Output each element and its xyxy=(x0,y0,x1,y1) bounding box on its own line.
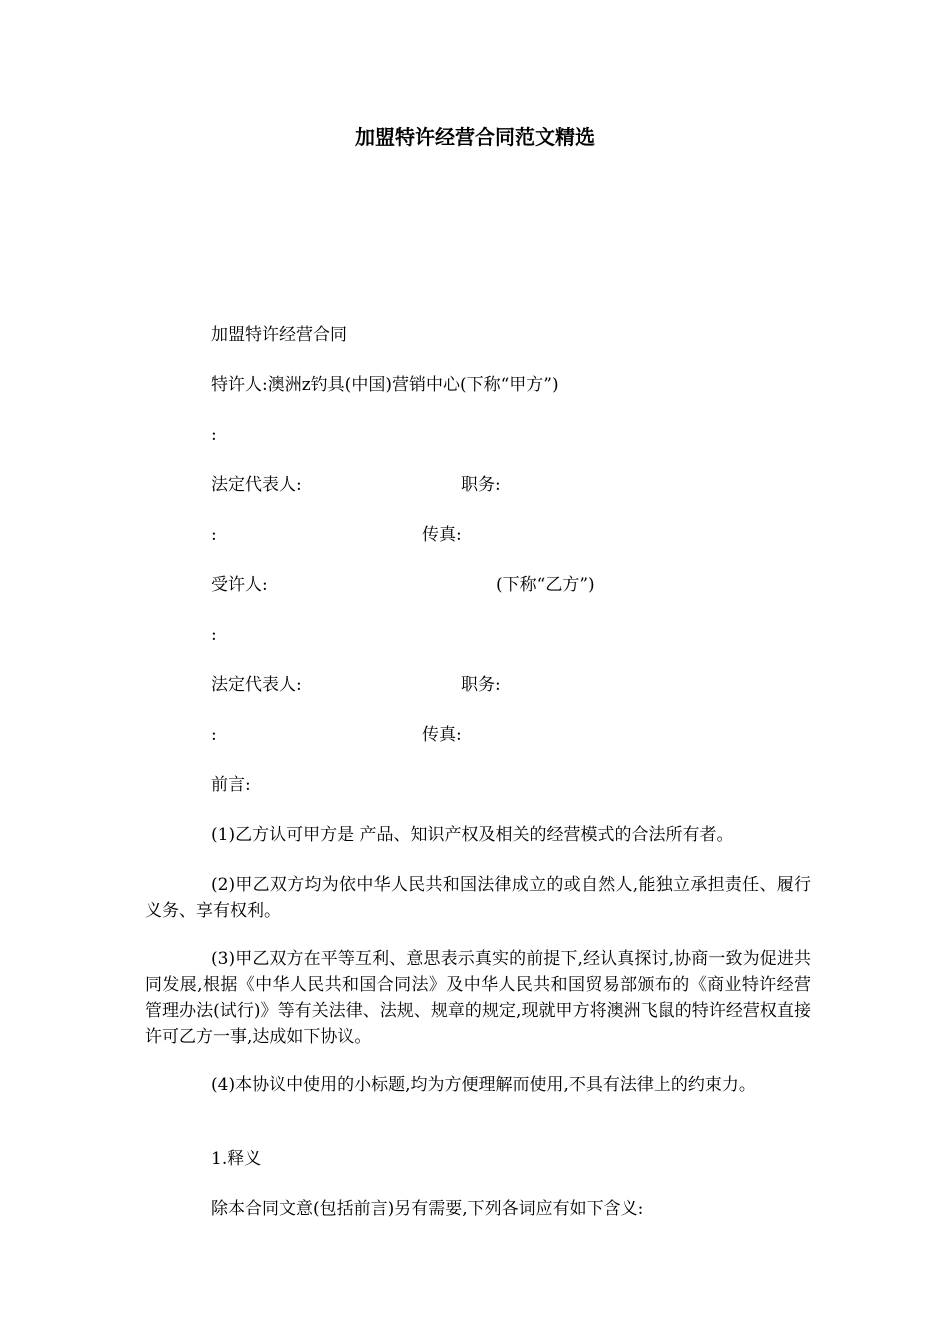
franchisor-legal-rep-label: 法定代表人: xyxy=(211,475,302,495)
document-title: 加盟特许经营合同范文精选 xyxy=(355,125,595,149)
franchisee-legal-rep-label: 法定代表人: xyxy=(211,675,302,695)
preface-label: 前言: xyxy=(211,775,251,795)
franchisee-contact-colon: : xyxy=(211,725,217,745)
franchisor-contact-colon: : xyxy=(211,525,217,545)
franchisee-fax-label: 传真: xyxy=(422,725,462,745)
franchisor-fax-label: 传真: xyxy=(422,525,462,545)
preface-clause-3: (3)甲乙双方在平等互利、意思表示真实的前提下,经认真探讨,协商一致为促进共同发展,根据《中华人民共和国合同法》及中华人民共和国贸易部颁布的《商业特许经营管理办法(试行)》等有关法律、法规、规章的规定,现就甲方将澳洲飞鼠的特许经营权直接许可乙方一事,达成如下协议。 xyxy=(145,949,811,1047)
preface-clause-2: (2)甲乙双方均为依中华人民共和国法律成立的或自然人,能独立承担责任、履行义务、享有权利。 xyxy=(145,875,811,921)
franchisor-colon-line: : xyxy=(211,425,217,445)
franchisee-label: 受许人: xyxy=(211,575,268,595)
preface-clause-4: (4)本协议中使用的小标题,均为方便理解而使用,不具有法律上的约束力。 xyxy=(211,1075,756,1095)
preface-clause-1: (1)乙方认可甲方是 产品、知识产权及相关的经营模式的合法所有者。 xyxy=(211,825,734,845)
franchisee-position-label: 职务: xyxy=(461,675,501,695)
section-heading-definitions: 1.释义 xyxy=(211,1149,262,1169)
franchisor-position-label: 职务: xyxy=(461,475,501,495)
franchisor-line: 特许人:澳洲z钓具(中国)营销中心(下称“甲方”) xyxy=(211,375,559,395)
franchisee-colon-line: : xyxy=(211,625,217,645)
franchisee-suffix: (下称“乙方”) xyxy=(496,575,595,595)
contract-name: 加盟特许经营合同 xyxy=(211,325,347,345)
definitions-intro: 除本合同文意(包括前言)另有需要,下列各词应有如下含义: xyxy=(211,1199,644,1219)
